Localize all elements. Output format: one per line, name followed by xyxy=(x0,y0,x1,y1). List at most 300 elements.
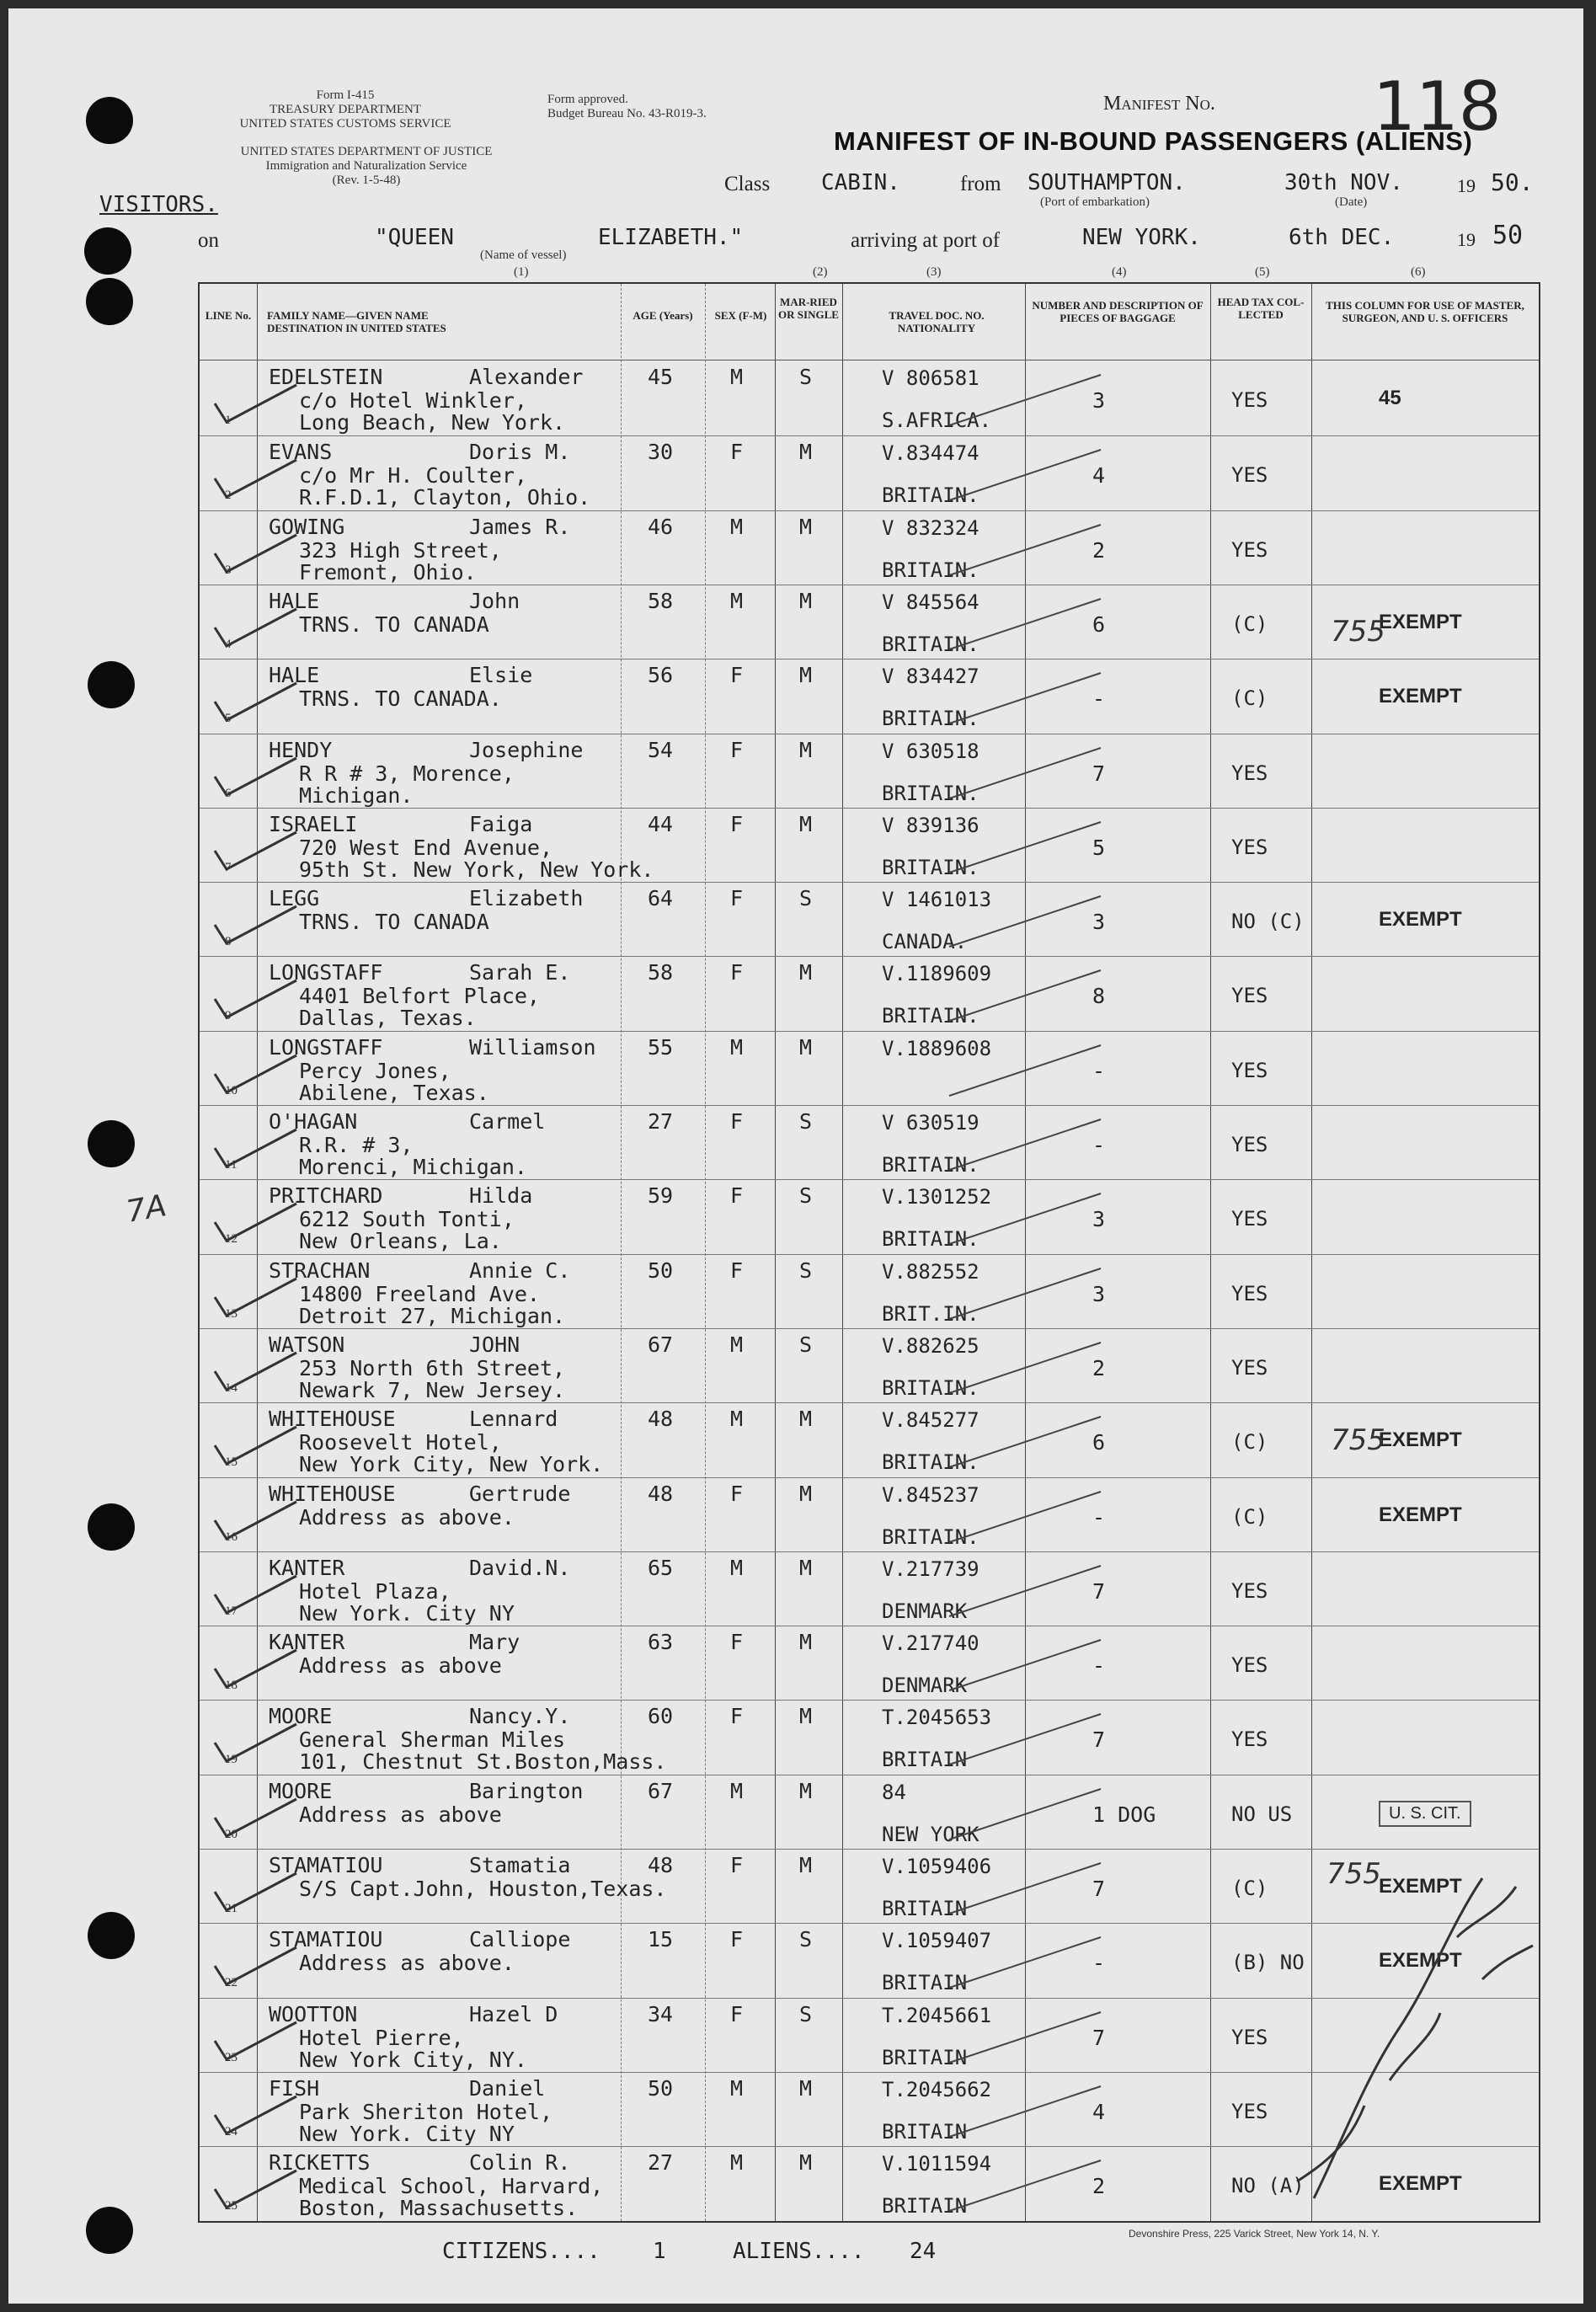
cell-family: KANTER xyxy=(269,1630,345,1655)
line-number: 22 xyxy=(225,1976,238,1990)
check-mark-icon xyxy=(208,453,301,504)
cell-sex: F xyxy=(730,1927,744,1952)
from-label: from xyxy=(960,173,1001,195)
table-row xyxy=(200,956,1539,1031)
check-mark-icon xyxy=(208,676,301,727)
cell-doc: V.845277 xyxy=(882,1408,979,1433)
cell-age: 48 xyxy=(648,1407,674,1432)
check-mark-icon xyxy=(208,378,301,429)
cell-sex: M xyxy=(730,588,744,613)
pencil-slash xyxy=(941,516,1109,584)
line-number: 5 xyxy=(225,712,232,726)
arrival-date: 6th DEC. xyxy=(1289,225,1395,250)
cell-age: 67 xyxy=(648,1778,674,1803)
cell-ms: M xyxy=(799,663,813,688)
cell-family: LEGG xyxy=(269,886,320,911)
line-number: 17 xyxy=(225,1604,238,1618)
cell-bag: 1 DOG xyxy=(1092,1802,1156,1827)
cell-family: WATSON xyxy=(269,1332,345,1357)
cell-ms: M xyxy=(799,1481,813,1506)
cell-tax: YES xyxy=(1231,1355,1268,1380)
cell-family: RICKETTS xyxy=(269,2150,371,2176)
cell-given: Barington xyxy=(469,1778,584,1803)
line-number: 8 xyxy=(225,935,232,949)
pencil-slash xyxy=(941,1631,1109,1699)
handwritten-755: 755 xyxy=(1326,1857,1381,1891)
cell-addr2: Long Beach, New York. xyxy=(299,410,566,435)
cell-sex: M xyxy=(730,1778,744,1803)
cell-addr1: R R # 3, Morence, xyxy=(299,761,515,786)
cell-bag: - xyxy=(1092,1133,1106,1157)
cell-bag: 3 xyxy=(1092,1207,1106,1232)
cell-ms: M xyxy=(799,514,813,539)
cell-tax: YES xyxy=(1231,463,1268,488)
pencil-slash xyxy=(941,441,1109,509)
cell-doc: V 839136 xyxy=(882,813,979,837)
cell-tax: YES xyxy=(1231,2099,1268,2123)
cell-age: 58 xyxy=(648,960,674,985)
cell-bag: 6 xyxy=(1092,1430,1106,1455)
cell-sex: M xyxy=(730,2075,744,2101)
line-number: 18 xyxy=(225,1679,238,1693)
pencil-slash xyxy=(941,1334,1109,1402)
cell-given: James R. xyxy=(469,514,571,539)
cell-doc: T.2045662 xyxy=(882,2077,992,2101)
cell-bag: 6 xyxy=(1092,611,1106,637)
cell-sex: F xyxy=(730,886,744,911)
cell-family: HALE xyxy=(269,663,320,688)
cell-tax: YES xyxy=(1231,388,1268,412)
cell-age: 64 xyxy=(648,886,674,911)
check-mark-icon xyxy=(208,1866,301,1917)
check-mark-icon xyxy=(208,1197,301,1247)
cell-ms: M xyxy=(799,2150,813,2176)
cell-nat: BRITAIN xyxy=(882,1971,968,1995)
cell-addr1: TRNS. TO CANADA. xyxy=(299,686,502,712)
check-mark-icon xyxy=(208,974,301,1024)
treasury-dept: TREASURY DEPARTMENT xyxy=(269,103,422,116)
cell-given: Carmel xyxy=(469,1109,546,1134)
cell-given: Alexander xyxy=(469,365,584,389)
cell-tax: YES xyxy=(1231,1727,1268,1752)
header-married: MAR-RIED OR SINGLE xyxy=(778,296,839,321)
line-number: 13 xyxy=(225,1306,238,1321)
table-row xyxy=(200,1179,1539,1254)
cell-bag: 3 xyxy=(1092,910,1106,935)
cell-given: David.N. xyxy=(469,1555,571,1580)
aliens-label: ALIENS.... xyxy=(733,2239,865,2264)
cell-ms: S xyxy=(799,2001,813,2026)
cell-note: 45 xyxy=(1379,387,1401,409)
justice-dept: UNITED STATES DEPARTMENT OF JUSTICE xyxy=(240,145,493,158)
table-row xyxy=(200,882,1539,957)
cell-nat: BRITAIN xyxy=(882,2194,968,2219)
pencil-slash xyxy=(941,888,1109,955)
cell-family: MOORE xyxy=(269,1778,333,1803)
cell-sex: F xyxy=(730,1630,744,1655)
cell-nat: DENMARK xyxy=(882,1674,968,1698)
cell-family: HALE xyxy=(269,588,320,613)
handwritten-755: 755 xyxy=(1331,615,1385,649)
cell-addr1: 6212 South Tonti, xyxy=(299,1207,515,1232)
table-row xyxy=(200,808,1539,883)
cell-family: WOOTTON xyxy=(269,2001,358,2026)
cell-nat: DENMARK xyxy=(882,1599,968,1623)
check-mark-icon xyxy=(208,602,301,653)
cell-tax: YES xyxy=(1231,537,1268,562)
cell-tax: YES xyxy=(1231,1133,1268,1156)
cell-bag: - xyxy=(1092,1058,1106,1083)
line-number: 2 xyxy=(225,489,232,503)
cell-doc: V 834427 xyxy=(882,665,979,689)
cell-bag: 2 xyxy=(1092,1355,1106,1380)
cell-age: 60 xyxy=(648,1704,674,1729)
cell-addr2: New York City, New York. xyxy=(299,1452,604,1477)
class-value: CABIN. xyxy=(821,170,900,195)
cell-sex: F xyxy=(730,1704,744,1729)
cell-addr1: Park Sheriton Hotel, xyxy=(299,2099,553,2124)
cell-doc: V 630518 xyxy=(882,739,979,763)
cell-tax: YES xyxy=(1231,1058,1268,1082)
cell-doc: V.845237 xyxy=(882,1482,979,1507)
cell-addr2: Fremont, Ohio. xyxy=(299,559,477,585)
header-name: FAMILY NAME—GIVEN NAME DESTINATION IN UNITED STATES xyxy=(267,309,446,334)
cell-addr1: Address as above xyxy=(299,1802,502,1827)
cell-sex: F xyxy=(730,1109,744,1134)
pencil-slash xyxy=(941,1781,1109,1848)
punch-hole xyxy=(86,2207,133,2254)
class-label: Class xyxy=(724,173,771,195)
cell-note: EXEMPT xyxy=(1379,2172,1462,2196)
cell-bag: 3 xyxy=(1092,1281,1106,1306)
cell-bag: 5 xyxy=(1092,835,1106,860)
header-officers: THIS COLUMN FOR USE OF MASTER, SURGEON, AND U. S. OFFICERS xyxy=(1326,299,1524,324)
line-number: 15 xyxy=(225,1455,238,1470)
cell-bag: 4 xyxy=(1092,2099,1106,2124)
check-mark-icon xyxy=(208,1123,301,1173)
cell-bag: - xyxy=(1092,1951,1106,1976)
form-number: Form I-415 xyxy=(316,88,375,102)
cell-bag: 7 xyxy=(1092,1727,1106,1753)
cell-family: LONGSTAFF xyxy=(269,1034,383,1060)
pencil-slash xyxy=(941,740,1109,807)
check-mark-icon xyxy=(208,1569,301,1620)
cell-addr1: 14800 Freeland Ave. xyxy=(299,1281,540,1306)
rev-label: (Rev. 1-5-48) xyxy=(332,174,401,187)
table-row xyxy=(200,435,1539,510)
cell-family: GOWING xyxy=(269,514,345,539)
cell-addr2: 101, Chestnut St.Boston,Mass. xyxy=(299,1749,667,1775)
port-embark-label: (Port of embarkation) xyxy=(1040,195,1150,209)
table-row xyxy=(200,1626,1539,1701)
cell-bag: 3 xyxy=(1092,388,1106,413)
cell-age: 48 xyxy=(648,1481,674,1506)
line-number: 10 xyxy=(225,1083,238,1097)
cell-tax: YES xyxy=(1231,1281,1268,1306)
cell-age: 30 xyxy=(648,440,674,465)
punch-hole xyxy=(88,1912,135,1959)
cell-tax: YES xyxy=(1231,761,1268,785)
cell-sex: M xyxy=(730,2150,744,2176)
cell-tax: (B) NO xyxy=(1231,1951,1305,1975)
cell-tax: (C) xyxy=(1231,1877,1268,1900)
cell-tax: (C) xyxy=(1231,611,1268,636)
cell-family: FISH xyxy=(269,2075,320,2101)
cell-given: Gertrude xyxy=(469,1481,571,1506)
cell-sex: M xyxy=(730,365,744,389)
cell-tax: YES xyxy=(1231,984,1268,1008)
cell-note: EXEMPT xyxy=(1379,1428,1462,1452)
pencil-slash xyxy=(941,1260,1109,1327)
cell-doc: V.1189609 xyxy=(882,962,992,986)
cell-sex: F xyxy=(730,1183,744,1209)
cell-nat: BRITAIN. xyxy=(882,1153,979,1177)
header-sex: SEX (F-M) xyxy=(714,309,767,322)
pencil-slash xyxy=(941,2078,1109,2145)
cell-sex: M xyxy=(730,1407,744,1432)
cell-nat: BRITAIN. xyxy=(882,632,979,656)
cell-given: Daniel xyxy=(469,2075,546,2101)
cell-note: EXEMPT xyxy=(1379,1503,1462,1526)
press-footer: Devonshire Press, 225 Varick Street, New York 14, N. Y. xyxy=(1129,2228,1380,2240)
arriving-label: arriving at port of xyxy=(851,229,1001,252)
cell-addr1: Medical School, Harvard, xyxy=(299,2174,604,2199)
line-number: 16 xyxy=(225,1530,238,1544)
cell-age: 34 xyxy=(648,2001,674,2026)
cell-doc: T.2045653 xyxy=(882,1706,992,1730)
cell-doc: V.1011594 xyxy=(882,2152,992,2176)
cell-nat: BRITAIN. xyxy=(882,1004,979,1028)
cell-addr1: S/S Capt.John, Houston,Texas. xyxy=(299,1877,667,1901)
col-num-2: (2) xyxy=(813,265,828,279)
cell-family: PRITCHARD xyxy=(269,1183,383,1209)
cell-ms: M xyxy=(799,811,813,836)
cell-sex: M xyxy=(730,1555,744,1580)
budget-bureau: Budget Bureau No. 43-R019-3. xyxy=(547,107,707,120)
cell-doc: V 806581 xyxy=(882,366,979,390)
cell-doc: V.217740 xyxy=(882,1631,979,1656)
cell-doc: V 630519 xyxy=(882,1111,979,1135)
cell-age: 63 xyxy=(648,1630,674,1655)
line-number: 1 xyxy=(225,414,232,427)
cell-tax: (C) xyxy=(1231,686,1268,711)
cell-given: Calliope xyxy=(469,1927,571,1952)
pencil-slash xyxy=(941,1185,1109,1252)
cell-family: EDELSTEIN xyxy=(269,365,383,389)
header-age: AGE (Years) xyxy=(633,309,693,322)
punch-hole xyxy=(88,1503,135,1551)
check-mark-icon xyxy=(208,1346,301,1396)
cell-bag: 7 xyxy=(1092,761,1106,786)
cell-addr1: Address as above. xyxy=(299,1504,515,1530)
cell-bag: - xyxy=(1092,1653,1106,1679)
table-row xyxy=(200,1700,1539,1775)
header-headtax: HEAD TAX COL-LECTED xyxy=(1217,296,1305,321)
cell-addr2: New Orleans, La. xyxy=(299,1229,502,1254)
cell-nat: BRITAIN xyxy=(882,2119,968,2144)
cell-addr2: 95th St. New York, New York. xyxy=(299,857,654,882)
table-row xyxy=(200,1477,1539,1552)
manifest-no-value: 118 xyxy=(1373,67,1502,146)
cell-addr1: General Sherman Miles xyxy=(299,1727,566,1753)
cell-sex: F xyxy=(730,1257,744,1283)
cell-family: LONGSTAFF xyxy=(269,960,383,985)
cell-nat: CANADA. xyxy=(882,930,968,954)
cell-ms: M xyxy=(799,588,813,613)
handwritten-755: 755 xyxy=(1331,1423,1385,1457)
pencil-slash xyxy=(941,1111,1109,1178)
check-mark-icon xyxy=(208,1643,301,1694)
cell-age: 50 xyxy=(648,2075,674,2101)
departure-year: 50. xyxy=(1491,168,1534,196)
col-num-6: (6) xyxy=(1411,265,1426,279)
check-mark-icon xyxy=(208,1792,301,1843)
manifest-page xyxy=(8,8,1583,2304)
cell-doc: V 832324 xyxy=(882,515,979,540)
pencil-slash xyxy=(941,366,1109,434)
header-travel: TRAVEL DOC. NO. NATIONALITY xyxy=(889,309,985,334)
cell-family: WHITEHOUSE xyxy=(269,1407,396,1432)
punch-hole xyxy=(88,1120,135,1167)
cell-addr1: Address as above. xyxy=(299,1951,515,1976)
cell-nat: BRITAIN. xyxy=(882,1375,979,1400)
cell-note: EXEMPT xyxy=(1379,610,1462,633)
cell-age: 55 xyxy=(648,1034,674,1060)
cell-nat: BRITAIN xyxy=(882,1748,968,1772)
year-prefix-dep: 19 xyxy=(1457,175,1476,196)
cell-sex: F xyxy=(730,440,744,465)
cell-tax: NO US xyxy=(1231,1802,1293,1826)
cell-given: John xyxy=(469,588,520,613)
cell-addr1: 720 West End Avenue, xyxy=(299,835,553,860)
check-mark-icon xyxy=(208,1272,301,1322)
cell-ms: M xyxy=(799,1630,813,1655)
pencil-slash xyxy=(941,1483,1109,1551)
check-mark-icon xyxy=(208,528,301,579)
cell-doc: 84 xyxy=(882,1780,906,1804)
arrival-port: NEW YORK. xyxy=(1082,225,1201,250)
cell-addr1: c/o Hotel Winkler, xyxy=(299,388,527,413)
cell-bag: 4 xyxy=(1092,463,1106,489)
cell-nat: BRITAIN. xyxy=(882,1524,979,1549)
pencil-slash xyxy=(941,2004,1109,2071)
vessel-name-e: ELIZABETH." xyxy=(598,225,744,250)
cell-sex: M xyxy=(730,1332,744,1357)
cell-addr2: Morenci, Michigan. xyxy=(299,1155,527,1179)
form-header-left xyxy=(177,88,514,131)
cell-given: Sarah E. xyxy=(469,960,571,985)
cell-ms: S xyxy=(799,886,813,911)
cell-bag: 8 xyxy=(1092,984,1106,1009)
line-number: 12 xyxy=(225,1232,238,1247)
cell-sex: F xyxy=(730,663,744,688)
cell-doc: T.2045661 xyxy=(882,2003,992,2027)
from-value: SOUTHAMPTON. xyxy=(1028,170,1186,195)
cell-age: 58 xyxy=(648,588,674,613)
cell-tax: YES xyxy=(1231,2025,1268,2049)
date-label: (Date) xyxy=(1335,195,1368,209)
cell-addr2: R.F.D.1, Clayton, Ohio. xyxy=(299,485,591,510)
cell-nat: BRITAIN. xyxy=(882,558,979,582)
col-num-4: (4) xyxy=(1112,265,1127,279)
cell-family: STRACHAN xyxy=(269,1257,371,1283)
cell-nat: S.AFRICA. xyxy=(882,408,992,432)
check-mark-icon xyxy=(208,1420,301,1471)
cell-given: Annie C. xyxy=(469,1257,571,1283)
check-mark-icon xyxy=(208,2016,301,2066)
cell-nat: BRITAIN. xyxy=(882,483,979,508)
cell-addr1: Address as above xyxy=(299,1653,502,1679)
cell-family: STAMATIOU xyxy=(269,1853,383,1877)
cell-tax: YES xyxy=(1231,1578,1268,1603)
cell-note: EXEMPT xyxy=(1379,1875,1462,1898)
pencil-slash xyxy=(941,665,1109,732)
pencil-slash xyxy=(941,1557,1109,1625)
cell-given: Faiga xyxy=(469,811,533,836)
line-number: 9 xyxy=(225,1009,232,1023)
cell-sex: M xyxy=(730,1034,744,1060)
table-row xyxy=(200,361,1539,435)
cell-nat: NEW YORK xyxy=(882,1822,979,1846)
pencil-slash xyxy=(941,1706,1109,1773)
check-mark-icon xyxy=(208,825,301,876)
cell-ms: S xyxy=(799,1109,813,1134)
line-number: 24 xyxy=(225,2124,238,2138)
vessel-name-q: "QUEEN xyxy=(375,225,454,250)
line-number: 19 xyxy=(225,1753,238,1767)
cell-age: 48 xyxy=(648,1853,674,1877)
cell-bag: - xyxy=(1092,1504,1106,1530)
cell-doc: V.834474 xyxy=(882,441,979,466)
cell-age: 45 xyxy=(648,365,674,389)
cell-bag: 2 xyxy=(1092,2174,1106,2199)
cell-doc: V.1889608 xyxy=(882,1036,992,1060)
handwritten-signature xyxy=(1263,1828,1550,2215)
form-approved: Form approved. xyxy=(547,93,628,106)
year-prefix-arr: 19 xyxy=(1457,229,1476,250)
cell-ms: M xyxy=(799,1407,813,1432)
cell-tax: YES xyxy=(1231,835,1268,859)
cell-note: EXEMPT xyxy=(1379,908,1462,932)
cell-addr2: Newark 7, New Jersey. xyxy=(299,1377,566,1402)
cell-age: 65 xyxy=(648,1555,674,1580)
visitors-label: VISITORS. xyxy=(99,192,218,217)
cell-given: JOHN xyxy=(469,1332,520,1357)
line-number: 6 xyxy=(225,786,232,800)
cell-sex: F xyxy=(730,811,744,836)
cell-ms: M xyxy=(799,440,813,465)
manifest-title: MANIFEST OF IN-BOUND PASSENGERS (ALIENS) xyxy=(834,126,1473,156)
cell-ms: S xyxy=(799,1332,813,1357)
cell-given: Elizabeth xyxy=(469,886,584,911)
cell-addr2: New York. City NY xyxy=(299,1600,515,1626)
cell-doc: V.1059407 xyxy=(882,1929,992,1953)
cell-family: MOORE xyxy=(269,1704,333,1729)
pencil-slash xyxy=(941,1037,1109,1104)
punch-hole xyxy=(86,278,133,325)
customs-service: UNITED STATES CUSTOMS SERVICE xyxy=(239,117,451,131)
table-row xyxy=(200,1105,1539,1180)
cell-given: Nancy.Y. xyxy=(469,1704,571,1729)
cell-nat: BRITAIN. xyxy=(882,855,979,879)
cell-given: Hazel D xyxy=(469,2001,558,2026)
pencil-slash xyxy=(941,962,1109,1029)
cell-sex: F xyxy=(730,737,744,762)
cell-nat: BRITAIN xyxy=(882,1897,968,1920)
citizens-value: 1 xyxy=(653,2239,666,2264)
cell-family: HENDY xyxy=(269,737,333,762)
table-row xyxy=(200,1328,1539,1403)
